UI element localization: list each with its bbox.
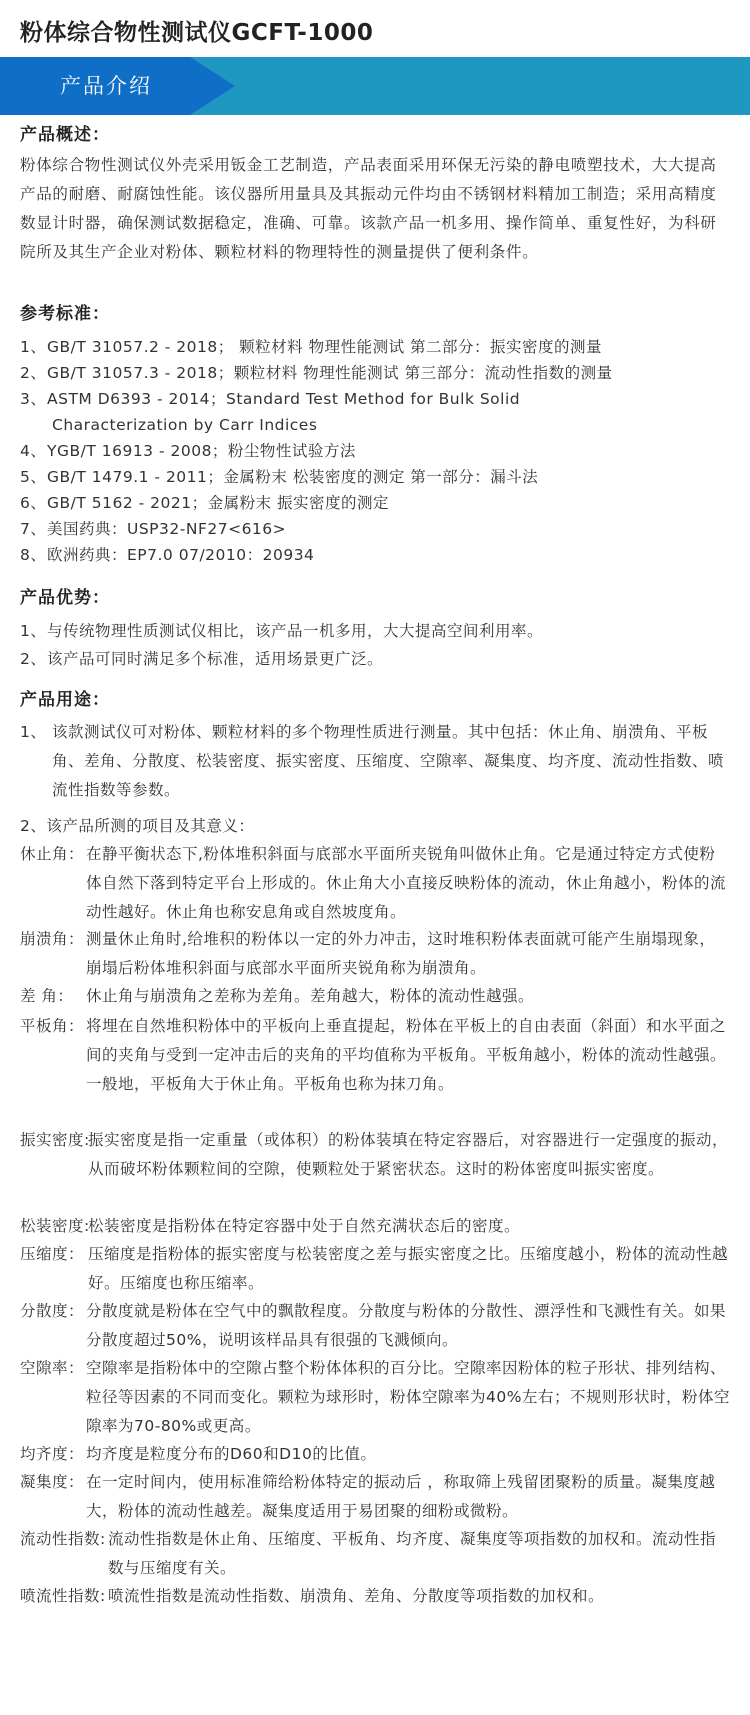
standard-item: 2、GB/T 31057.3 - 2018；颗粒材料 物理性能测试 第三部分：流动性指数的测量 bbox=[20, 364, 613, 382]
term-desc: 振实密度是指一定重量（或体积）的粉体装填在特定容器后，对容器进行一定强度的振动，从而破坏粉体颗粒间的空隙，使颗粒处于紧密状态。这时的粉体密度叫振实密度。 bbox=[88, 1131, 729, 1178]
term-label: 差 角： bbox=[20, 987, 74, 1005]
term-label: 喷流性指数: bbox=[20, 1587, 106, 1605]
term-label: 凝集度： bbox=[20, 1473, 85, 1491]
term-desc: 测量休止角时,给堆积的粉体以一定的外力冲击，这时堆积粉体表面就可能产生崩塌现象，崩塌后粉体堆积斜面与底部水平面所夹锐角称为崩溃角。 bbox=[86, 930, 716, 977]
term-desc: 在一定时间内，使用标准筛给粉体特定的振动后 ，称取筛上残留团聚粉的质量。凝集度越大，粉体的流动性越差。凝集度适用于易团聚的细粉或微粉。 bbox=[86, 1473, 716, 1520]
term-desc: 休止角与崩溃角之差称为差角。差角越大，粉体的流动性越强。 bbox=[86, 987, 535, 1005]
term-label: 流动性指数: bbox=[20, 1530, 106, 1548]
term-label: 均齐度： bbox=[20, 1445, 85, 1463]
term-label: 平板角： bbox=[20, 1017, 85, 1035]
overview-heading: 产品概述： bbox=[20, 125, 110, 145]
term-label: 崩溃角： bbox=[20, 930, 85, 948]
term-label: 压缩度： bbox=[20, 1245, 85, 1263]
standard-item: 1、GB/T 31057.2 - 2018； 颗粒材料 物理性能测试 第二部分：振实密度的测量 bbox=[20, 338, 603, 356]
standard-item-continued: Characterization by Carr Indices bbox=[52, 416, 318, 434]
term-desc: 在静平衡状态下,粉体堆积斜面与底部水平面所夹锐角叫做休止角。它是通过特定方式使粉体自然下落到特定平台上形成的。休止角大小直接反映粉体的流动，休止角越小，粉体的流动性越好。休止角也称安息角或自然坡度角。 bbox=[86, 845, 727, 921]
term-desc: 流动性指数是休止角、压缩度、平板角、均齐度、凝集度等项指数的加权和。流动性指数与压缩度有关。 bbox=[108, 1530, 717, 1577]
section-banner bbox=[0, 57, 750, 115]
term-desc: 压缩度是指粉体的振实密度与松装密度之差与振实密度之比。压缩度越小，粉体的流动性越好。压缩度也称压缩率。 bbox=[88, 1245, 729, 1292]
term-label: 松装密度: bbox=[20, 1217, 90, 1235]
term-desc: 喷流性指数是流动性指数、崩溃角、差角、分散度等项指数的加权和。 bbox=[108, 1587, 605, 1605]
standard-item: 5、GB/T 1479.1 - 2011；金属粉末 松装密度的测定 第一部分：漏斗法 bbox=[20, 468, 539, 486]
uses-heading: 产品用途： bbox=[20, 690, 110, 710]
overview-text: 粉体综合物性测试仪外壳采用钣金工艺制造，产品表面采用环保无污染的静电喷塑技术，大大提高产品的耐磨、耐腐蚀性能。该仪器所用量具及其振动元件均由不锈钢材料精加工制造；采用高精度数显计时器，确保测试数据稳定，准确、可靠。该款产品一机多用、操作简单、重复性好，为科研院所及其生产企业对粉体、颗粒材料的物理特性的测量提供了便利条件。 bbox=[20, 156, 717, 261]
standards-heading: 参考标准： bbox=[20, 304, 110, 324]
use-item-num: 1、 bbox=[20, 723, 47, 741]
use-item-text: 该款测试仪可对粉体、颗粒材料的多个物理性质进行测量。其中包括：休止角、崩溃角、平板角、差角、分散度、松装密度、振实密度、压缩度、空隙率、凝集度、均齐度、流动性指数、喷流性指数等参数。 bbox=[52, 723, 725, 799]
standard-item: 4、YGB/T 16913 - 2008；粉尘物性试验方法 bbox=[20, 442, 356, 460]
banner-title: 产品介绍 bbox=[60, 74, 152, 98]
term-label: 振实密度: bbox=[20, 1131, 90, 1149]
term-desc: 将埋在自然堆积粉体中的平板向上垂直提起，粉体在平板上的自由表面（斜面）和水平面之间的夹角与受到一定冲击后的夹角的平均值称为平板角。平板角越小，粉体的流动性越强。一般地，平板角大于休止角。平板角也称为抹刀角。 bbox=[86, 1017, 727, 1093]
use-item-2: 2、该产品所测的项目及其意义： bbox=[20, 817, 255, 835]
term-label: 空隙率： bbox=[20, 1359, 85, 1377]
term-desc: 松装密度是指粉体在特定容器中处于自然充满状态后的密度。 bbox=[88, 1217, 521, 1235]
term-desc: 空隙率是指粉体中的空隙占整个粉体体积的百分比。空隙率因粉体的粒子形状、排列结构、粒径等因素的不同而变化。颗粒为球形时，粉体空隙率为40%左右；不规则形状时，粉体空隙率为70-80%或更高。 bbox=[86, 1359, 730, 1435]
advantage-item: 1、与传统物理性质测试仪相比，该产品一机多用，大大提高空间利用率。 bbox=[20, 622, 544, 640]
advantages-heading: 产品优势： bbox=[20, 588, 110, 608]
term-label: 分散度： bbox=[20, 1302, 85, 1320]
term-desc: 分散度就是粉体在空气中的飘散程度。分散度与粉体的分散性、漂浮性和飞溅性有关。如果分散度超过50%，说明该样品具有很强的飞溅倾向。 bbox=[86, 1302, 727, 1349]
advantage-item: 2、该产品可同时满足多个标准，适用场景更广泛。 bbox=[20, 650, 384, 668]
standard-item: 7、美国药典：USP32-NF27<616> bbox=[20, 520, 287, 538]
standard-item: 8、欧洲药典：EP7.0 07/2010：20934 bbox=[20, 546, 315, 564]
term-desc: 均齐度是粒度分布的D60和D10的比值。 bbox=[86, 1445, 377, 1463]
standard-item: 3、ASTM D6393 - 2014；Standard Test Method for Bulk Solid bbox=[20, 390, 521, 408]
page-title: 粉体综合物性测试仪GCFT-1000 bbox=[20, 20, 374, 46]
term-label: 休止角： bbox=[20, 845, 85, 863]
standard-item: 6、GB/T 5162 - 2021；金属粉末 振实密度的测定 bbox=[20, 494, 390, 512]
